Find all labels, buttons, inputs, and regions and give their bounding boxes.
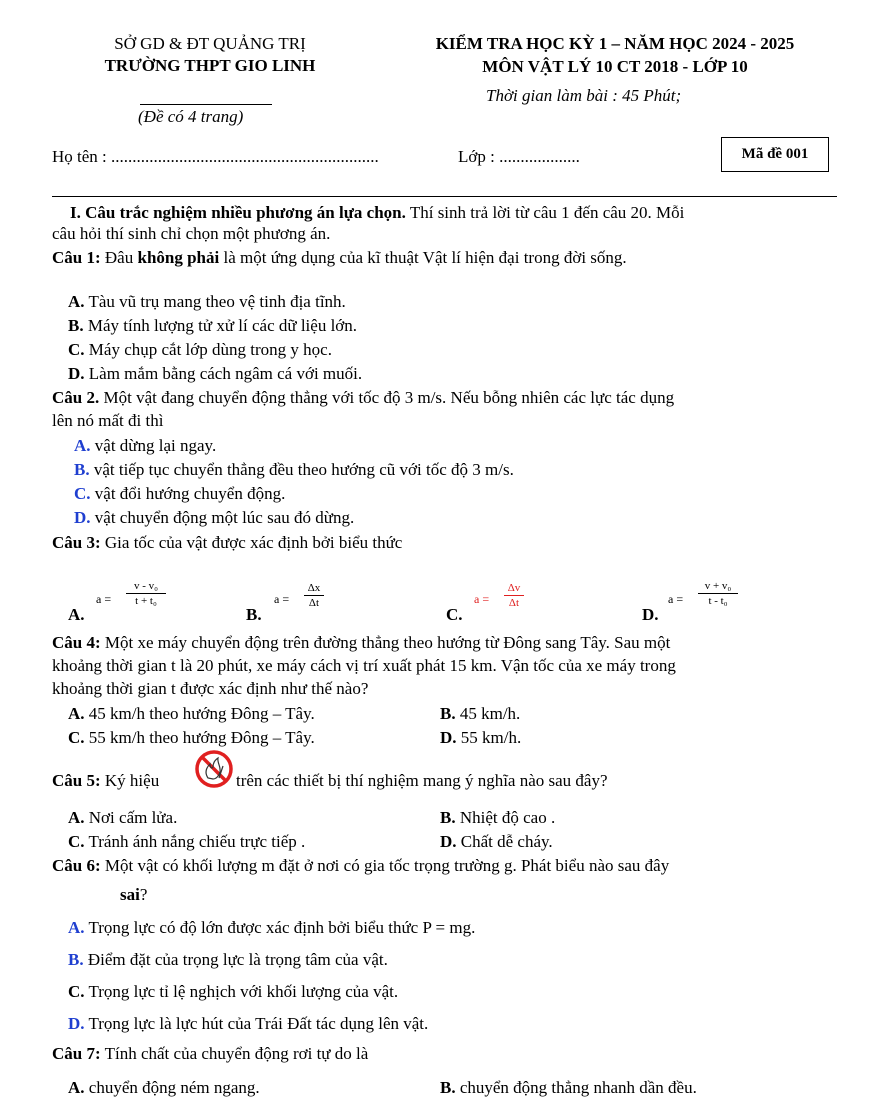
question-1: Câu 1: Đâu không phải là một ứng dụng của kĩ thuật Vật lí hiện đại trong đời sống.: [52, 248, 627, 267]
q3-b-lhs: a =: [274, 592, 290, 606]
q2-option-a: A. vật dừng lại ngay.: [74, 436, 217, 455]
subject-title: MÔN VẬT LÝ 10 CT 2018 - LỚP 10: [482, 57, 748, 76]
question-6: Câu 6: Một vật có khối lượng m đặt ở nơi có gia tốc trọng trường g. Phát biểu nào sau đây: [52, 856, 670, 875]
q6-option-a: A. Trọng lực có độ lớn được xác định bởi biểu thức P = mg.: [68, 918, 476, 937]
class-field: Lớp : ...................: [458, 147, 580, 166]
exam-code-box: Mã đề 001: [721, 137, 829, 172]
section-instruction-line2: câu hỏi thí sinh chỉ chọn một phương án.: [52, 224, 331, 243]
question-7: Câu 7: Tính chất của chuyển động rơi tự do là: [52, 1044, 369, 1063]
question-2: Câu 2. Một vật đang chuyển động thẳng với tốc độ 3 m/s. Nếu bỗng nhiên các lực tác dụng: [52, 388, 675, 407]
q3-a-lhs: a =: [96, 592, 112, 606]
q3-option-d-letter: D.: [642, 605, 659, 624]
name-field: Họ tên : ...............................................................: [52, 147, 379, 166]
q4-option-d: D. 55 km/h.: [440, 728, 522, 747]
question-3: Câu 3: Gia tốc của vật được xác định bởi biểu thức: [52, 533, 403, 552]
q3-d-fraction: v + v₀ t - t₀: [698, 580, 738, 607]
q1-option-a: A. Tàu vũ trụ mang theo vệ tinh địa tĩnh.: [68, 292, 346, 311]
q3-option-c-letter: C.: [446, 605, 463, 624]
q2-option-d: D. vật chuyển động một lúc sau đó dừng.: [74, 508, 355, 527]
q3-option-b-letter: B.: [246, 605, 262, 624]
q5-option-b: B. Nhiệt độ cao .: [440, 808, 556, 827]
q3-c-fraction: Δv Δt: [504, 582, 524, 609]
q3-b-fraction: Δx Δt: [304, 582, 324, 609]
q7-option-a: A. chuyển động ném ngang.: [68, 1078, 260, 1097]
q4-option-a: A. 45 km/h theo hướng Đông – Tây.: [68, 704, 315, 723]
question-4: Câu 4: Một xe máy chuyển động trên đường thẳng theo hướng từ Đông sang Tây. Sau một: [52, 633, 671, 652]
q3-d-lhs: a =: [668, 592, 684, 606]
time-limit: Thời gian làm bài : 45 Phút;: [486, 86, 682, 105]
q3-a-fraction: v - v₀ t + t₀: [126, 580, 166, 607]
header-rule-left: [140, 104, 272, 105]
question-6-line2: sai?: [120, 885, 148, 904]
question-5-rest: trên các thiết bị thí nghiệm mang ý nghĩa nào sau đây?: [236, 771, 608, 790]
q1-option-c: C. Máy chụp cắt lớp dùng trong y học.: [68, 340, 332, 359]
q2-option-b: B. vật tiếp tục chuyển thẳng đều theo hướng cũ với tốc độ 3 m/s.: [74, 460, 514, 479]
section-instruction: I. Câu trắc nghiệm nhiều phương án lựa chọn. Thí sinh trả lời từ câu 1 đến câu 20. Mỗi: [70, 203, 685, 222]
q2-option-c: C. vật đổi hướng chuyển động.: [74, 484, 286, 503]
q1-option-b: B. Máy tính lượng tử xử lí các dữ liệu lớn.: [68, 316, 358, 335]
q4-option-c: C. 55 km/h theo hướng Đông – Tây.: [68, 728, 315, 747]
q5-option-a: A. Nơi cấm lửa.: [68, 808, 178, 827]
school-name: TRƯỜNG THPT GIO LINH: [104, 56, 316, 75]
page-count: (Đề có 4 trang): [138, 107, 244, 126]
q3-c-lhs: a =: [474, 592, 490, 606]
q6-option-b: B. Điểm đặt của trọng lực là trọng tâm của vật.: [68, 950, 388, 969]
question-5: Câu 5: Ký hiệu: [52, 771, 160, 790]
q1-option-d: D. Làm mắm bằng cách ngâm cá với muối.: [68, 364, 363, 383]
q3-option-a-letter: A.: [68, 605, 85, 624]
no-fire-icon: [193, 748, 235, 790]
question-4-line3: khoảng thời gian t được xác định như thế nào?: [52, 679, 369, 698]
exam-title: KIỂM TRA HỌC KỲ 1 – NĂM HỌC 2024 - 2025: [435, 34, 795, 53]
divider: [52, 196, 837, 197]
q5-option-c: C. Tránh ánh nắng chiếu trực tiếp .: [68, 832, 306, 851]
q5-option-d: D. Chất dễ cháy.: [440, 832, 553, 851]
q6-option-c: C. Trọng lực tỉ lệ nghịch với khối lượng của vật.: [68, 982, 399, 1001]
department-name: SỞ GD & ĐT QUẢNG TRỊ: [114, 34, 306, 53]
question-4-line2: khoảng thời gian t là 20 phút, xe máy cách vị trí xuất phát 15 km. Vận tốc của xe máy trong: [52, 656, 676, 675]
q6-option-d: D. Trọng lực là lực hút của Trái Đất tác dụng lên vật.: [68, 1014, 429, 1033]
question-2-line2: lên nó mất đi thì: [52, 411, 164, 430]
section-heading: I. Câu trắc nghiệm nhiều phương án lựa chọn.: [70, 203, 406, 222]
q7-option-b: B. chuyển động thẳng nhanh dần đều.: [440, 1078, 697, 1097]
q4-option-b: B. 45 km/h.: [440, 704, 521, 723]
